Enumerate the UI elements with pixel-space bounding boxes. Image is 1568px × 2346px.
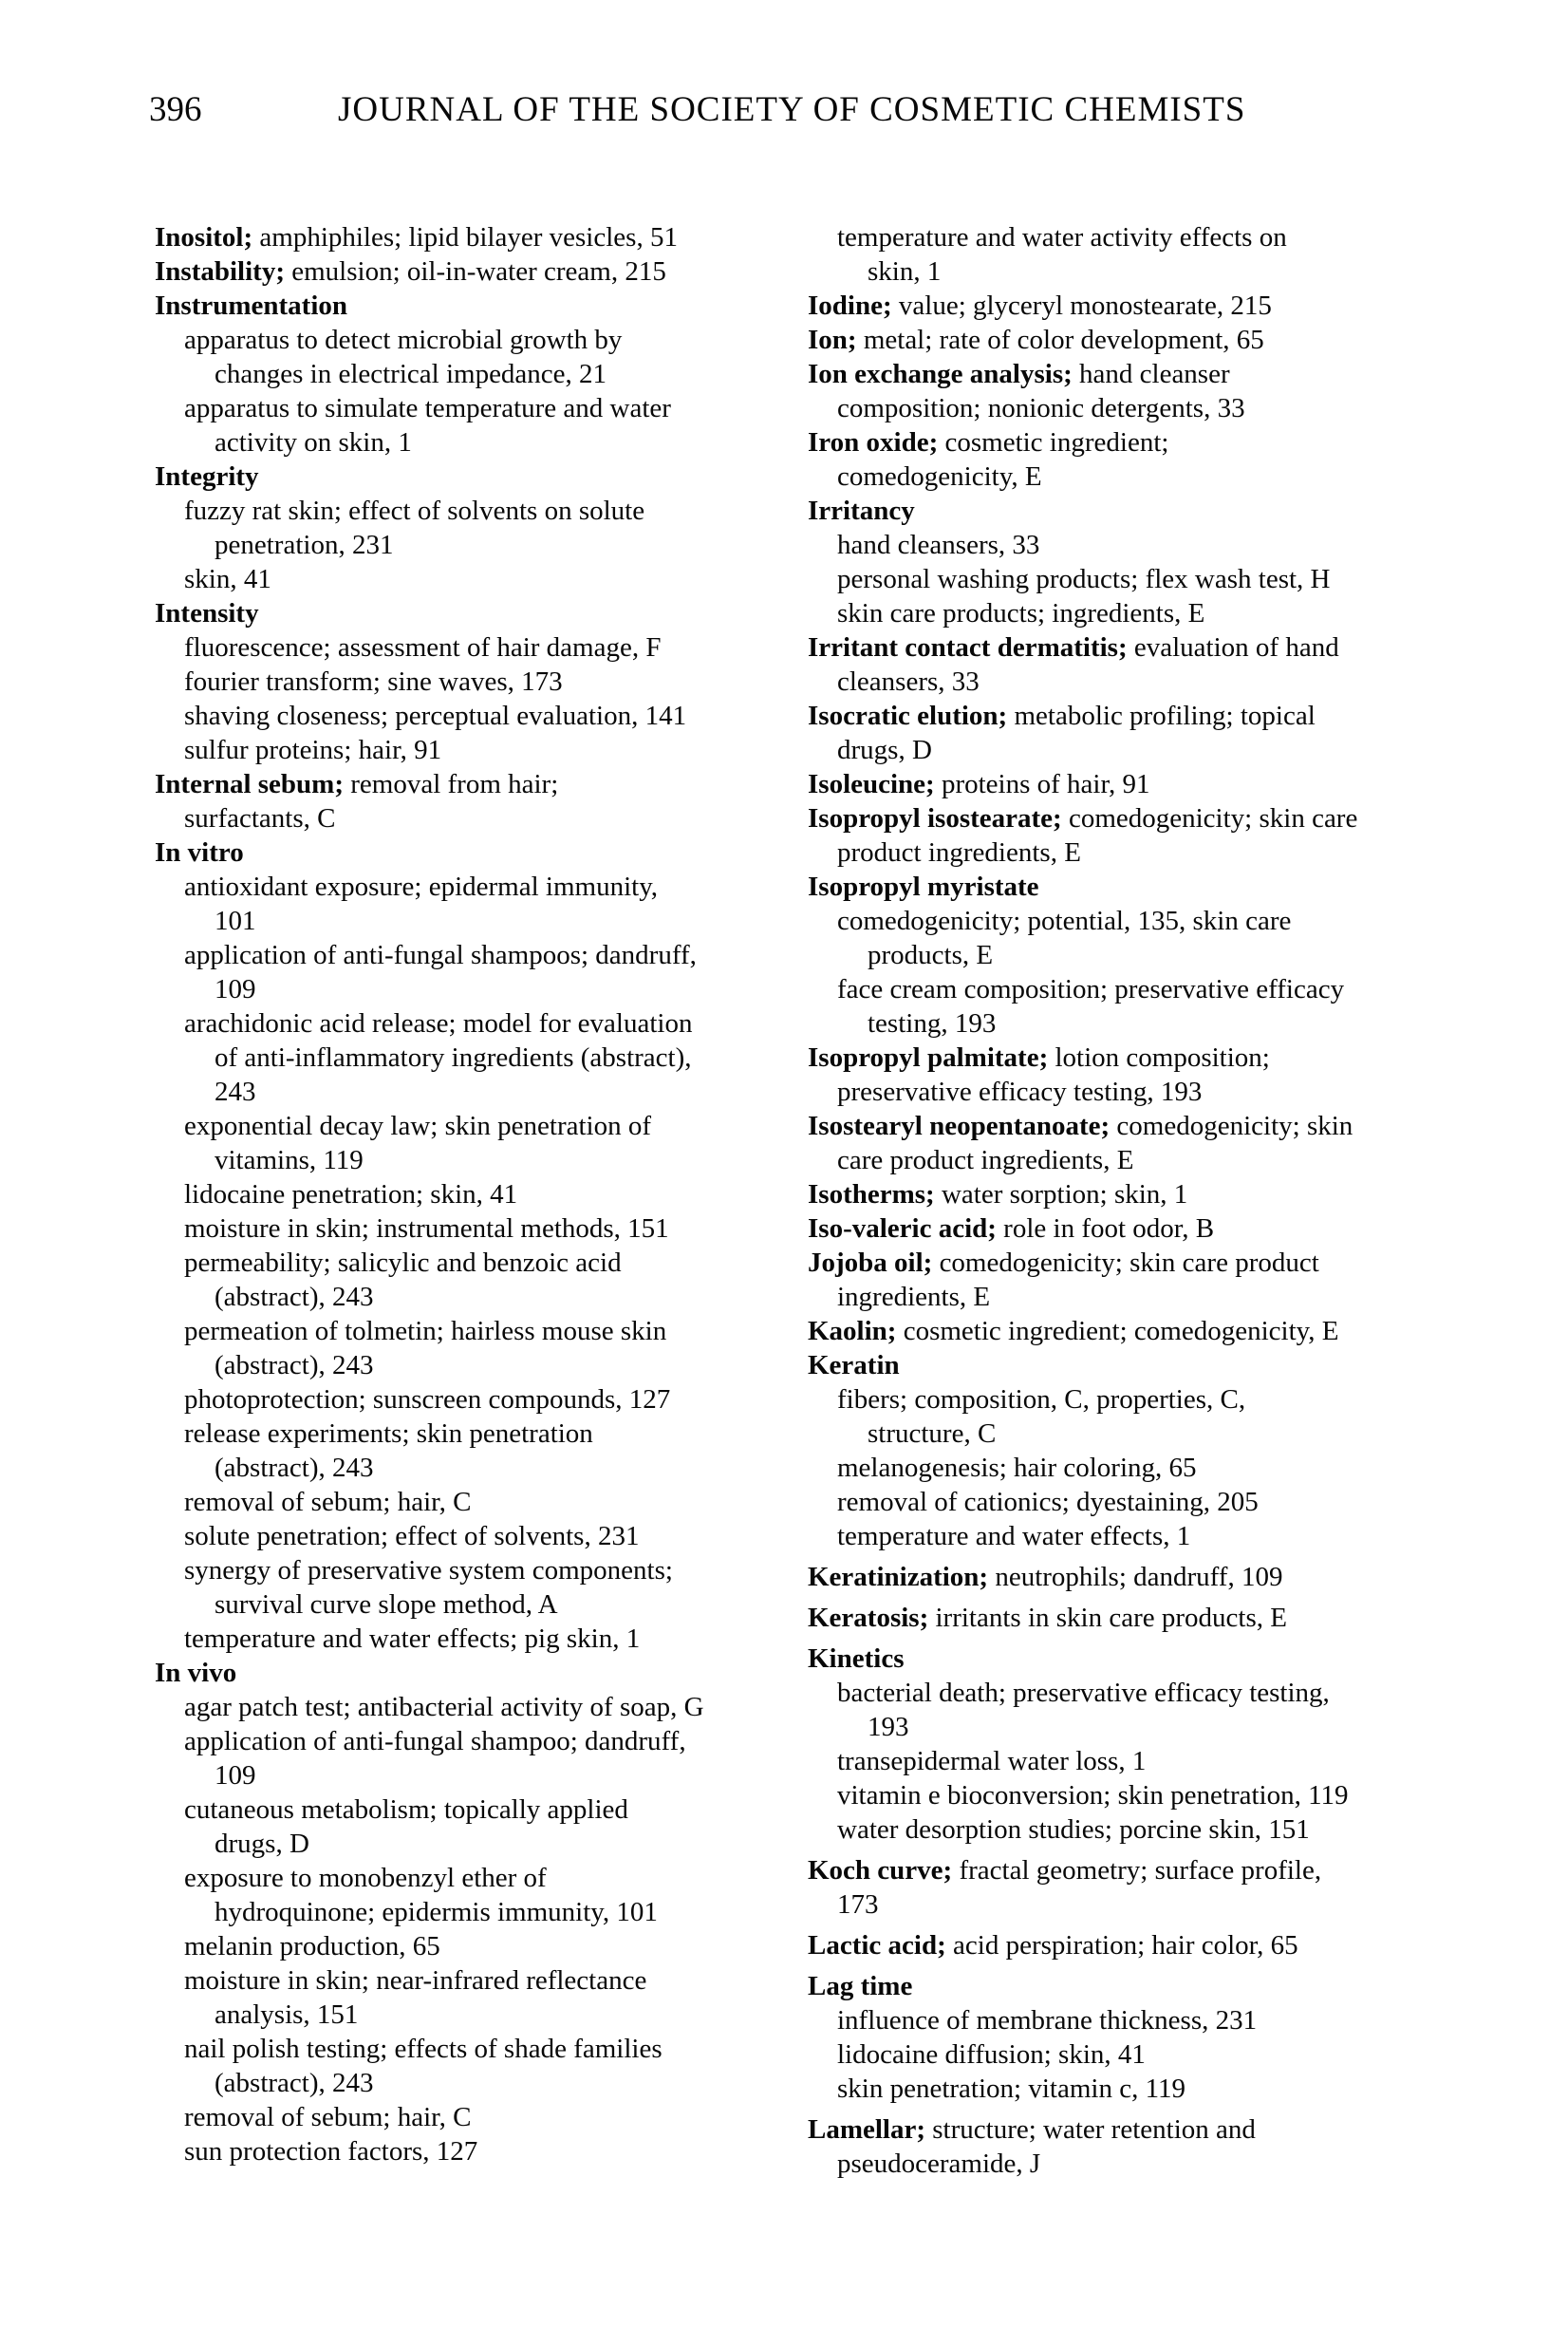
index-line: hand cleansers, 33 (837, 530, 1040, 560)
index-line: testing, 193 (868, 1008, 997, 1039)
index-term: Iron oxide; (808, 427, 939, 458)
index-line: agar patch test; antibacterial activity of soap, G (184, 1692, 704, 1722)
index-line: application of anti-fungal shampoo; dandruff, (184, 1726, 686, 1756)
index-term: Lamellar; (808, 2114, 926, 2145)
index-line: care product ingredients, E (837, 1145, 1134, 1175)
index-term: Isoleucine; (808, 769, 935, 799)
index-line: structure, C (868, 1418, 997, 1449)
index-line: product ingredients, E (837, 837, 1081, 868)
index-line: 243 (215, 1077, 256, 1107)
index-term: Isocratic elution; (808, 701, 1008, 731)
index-term: Isostearyl neopentanoate; (808, 1111, 1111, 1141)
index-term: Inositol; (155, 222, 253, 253)
index-line: products, E (868, 940, 994, 970)
index-term: Instability; (155, 256, 285, 287)
index-line: Iodine; value; glyceryl monostearate, 215 (808, 291, 1272, 321)
index-column-right (808, 220, 1439, 2181)
index-line: vitamins, 119 (215, 1145, 364, 1175)
index-line: fuzzy rat skin; effect of solvents on solute (184, 496, 645, 526)
index-line (808, 494, 1439, 528)
index-line: moisture in skin; instrumental methods, 151 (184, 1213, 669, 1244)
index-line: lidocaine diffusion; skin, 41 (837, 2039, 1146, 2070)
index-line (808, 1969, 1439, 2003)
index-line: arachidonic acid release; model for evaluation (184, 1008, 693, 1039)
index-line: (abstract), 243 (215, 1453, 374, 1483)
index-line: skin penetration; vitamin c, 119 (837, 2074, 1185, 2104)
index-line: (abstract), 243 (215, 1350, 374, 1380)
index-term: Kinetics (808, 1643, 905, 1674)
index-line (155, 289, 814, 323)
index-line: (abstract), 243 (215, 2068, 374, 2098)
index-line: permeation of tolmetin; hairless mouse skin (184, 1316, 667, 1346)
index-line: Iso-valeric acid; role in foot odor, B (808, 1213, 1215, 1244)
index-line: shaving closeness; perceptual evaluation, 141 (184, 701, 687, 731)
index-line: 173 (837, 1889, 879, 1920)
index-line: skin care products; ingredients, E (837, 598, 1205, 629)
index-line: Irritant contact dermatitis; evaluation of hand (808, 632, 1339, 663)
index-line: comedogenicity; potential, 135, skin care (837, 906, 1292, 936)
index-line: fibers; composition, C, properties, C, (837, 1384, 1246, 1415)
index-line: composition; nonionic detergents, 33 (837, 393, 1245, 423)
index-line: Ion; metal; rate of color development, 65 (808, 325, 1264, 355)
index-term: Irritancy (808, 496, 915, 526)
index-term: Koch curve; (808, 1855, 953, 1886)
journal-title: JOURNAL OF THE SOCIETY OF COSMETIC CHEMISTS (338, 90, 1246, 129)
index-line: skin, 41 (184, 564, 271, 594)
index-line: moisture in skin; near-infrared reflectance (184, 1965, 647, 1996)
index-line: Koch curve; fractal geometry; surface profile, (808, 1855, 1322, 1886)
index-line: skin, 1 (868, 256, 942, 287)
index-line: Ion exchange analysis; hand cleanser (808, 359, 1230, 389)
index-line: Inositol; amphiphiles; lipid bilayer vesicles, 51 (155, 222, 678, 253)
index-line: drugs, D (215, 1829, 309, 1859)
index-line: solute penetration; effect of solvents, 231 (184, 1521, 640, 1551)
index-line: release experiments; skin penetration (184, 1418, 593, 1449)
index-line: hydroquinone; epidermis immunity, 101 (215, 1897, 658, 1927)
index-line: melanin production, 65 (184, 1931, 440, 1961)
index-term: Keratinization; (808, 1562, 989, 1592)
index-line: Isopropyl isostearate; comedogenicity; skin care (808, 803, 1358, 834)
index-line (155, 1656, 814, 1690)
index-line: melanogenesis; hair coloring, 65 (837, 1453, 1197, 1483)
index-line: 193 (868, 1712, 909, 1742)
index-line: Lamellar; structure; water retention and (808, 2114, 1256, 2145)
index-term: Lag time (808, 1971, 913, 2001)
index-term: Isotherms; (808, 1179, 935, 1210)
index-term: Irritant contact dermatitis; (808, 632, 1128, 663)
index-line: synergy of preservative system components; (184, 1555, 673, 1586)
index-term: In vivo (155, 1658, 237, 1688)
index-line: nail polish testing; effects of shade families (184, 2034, 663, 2064)
index-line: comedogenicity, E (837, 461, 1042, 492)
index-line: analysis, 151 (215, 1999, 359, 2030)
index-term: Intensity (155, 598, 259, 629)
index-term: Instrumentation (155, 291, 348, 321)
index-line: transepidermal water loss, 1 (837, 1746, 1147, 1776)
index-line: bacterial death; preservative efficacy testing, (837, 1678, 1330, 1708)
index-line: Isocratic elution; metabolic profiling; topical (808, 701, 1316, 731)
index-line: permeability; salicylic and benzoic acid (184, 1248, 622, 1278)
index-line: drugs, D (837, 735, 932, 765)
index-line: Lactic acid; acid perspiration; hair color, 65 (808, 1930, 1298, 1961)
index-line: pseudoceramide, J (837, 2149, 1041, 2179)
index-line: exposure to monobenzyl ether of (184, 1863, 547, 1893)
index-line: penetration, 231 (215, 530, 394, 560)
index-line: temperature and water effects; pig skin, 1 (184, 1623, 641, 1654)
index-term: Iodine; (808, 291, 892, 321)
index-line: apparatus to simulate temperature and water (184, 393, 671, 423)
index-line: preservative efficacy testing, 193 (837, 1077, 1203, 1107)
index-line: 109 (215, 1760, 256, 1791)
index-column-left (155, 220, 814, 2168)
index-line: Isoleucine; proteins of hair, 91 (808, 769, 1150, 799)
index-line: sun protection factors, 127 (184, 2136, 478, 2167)
index-term: Internal sebum; (155, 769, 344, 799)
index-line: Isopropyl palmitate; lotion composition; (808, 1042, 1270, 1073)
index-line: exponential decay law; skin penetration of (184, 1111, 652, 1141)
index-line: apparatus to detect microbial growth by (184, 325, 623, 355)
index-line: Kaolin; cosmetic ingredient; comedogenicity, E (808, 1316, 1339, 1346)
index-line: Jojoba oil; comedogenicity; skin care product (808, 1248, 1319, 1278)
index-line (808, 1348, 1439, 1382)
index-term: Isopropyl palmitate; (808, 1042, 1049, 1073)
index-line: Keratinization; neutrophils; dandruff, 109 (808, 1562, 1283, 1592)
index-line: face cream composition; preservative efficacy (837, 974, 1345, 1004)
index-line: photoprotection; sunscreen compounds, 127 (184, 1384, 671, 1415)
index-line: Keratosis; irritants in skin care products, E (808, 1603, 1287, 1633)
index-line: changes in electrical impedance, 21 (215, 359, 607, 389)
index-line: sulfur proteins; hair, 91 (184, 735, 442, 765)
index-line: Internal sebum; removal from hair; (155, 769, 559, 799)
index-line: surfactants, C (184, 803, 336, 834)
index-line: Isostearyl neopentanoate; comedogenicity; skin (808, 1111, 1353, 1141)
index-line: Instability; emulsion; oil-in-water cream, 215 (155, 256, 666, 287)
index-line: influence of membrane thickness, 231 (837, 2005, 1258, 2036)
index-line (155, 835, 814, 870)
index-line: personal washing products; flex wash test, H (837, 564, 1331, 594)
index-term: Kaolin; (808, 1316, 897, 1346)
index-line: fourier transform; sine waves, 173 (184, 666, 563, 697)
index-term: Jojoba oil; (808, 1248, 933, 1278)
page-number: 396 (149, 90, 202, 129)
index-line: antioxidant exposure; epidermal immunity, (184, 872, 659, 902)
index-line: activity on skin, 1 (215, 427, 412, 458)
index-line: 109 (215, 974, 256, 1004)
index-line: ingredients, E (837, 1282, 991, 1312)
index-line (808, 1642, 1439, 1676)
index-term: Isopropyl isostearate; (808, 803, 1062, 834)
index-line (808, 870, 1439, 904)
index-line: of anti-inflammatory ingredients (abstract), (215, 1042, 692, 1073)
index-line (155, 596, 814, 630)
index-line: removal of sebum; hair, C (184, 2102, 472, 2132)
index-line: Iron oxide; cosmetic ingredient; (808, 427, 1169, 458)
index-line: Isotherms; water sorption; skin, 1 (808, 1179, 1188, 1210)
index-line: survival curve slope method, A (215, 1589, 558, 1620)
index-line: application of anti-fungal shampoos; dandruff, (184, 940, 697, 970)
index-line: water desorption studies; porcine skin, 151 (837, 1814, 1310, 1845)
index-line: vitamin e bioconversion; skin penetration, 119 (837, 1780, 1349, 1811)
index-line: cleansers, 33 (837, 666, 980, 697)
index-term: In vitro (155, 837, 244, 868)
index-term: Ion; (808, 325, 857, 355)
index-line: cutaneous metabolism; topically applied (184, 1794, 628, 1825)
index-term: Keratin (808, 1350, 900, 1380)
index-term: Ion exchange analysis; (808, 359, 1073, 389)
index-line: removal of sebum; hair, C (184, 1487, 472, 1517)
index-term: Keratosis; (808, 1603, 929, 1633)
index-term: Lactic acid; (808, 1930, 946, 1961)
index-term: Integrity (155, 461, 259, 492)
index-term: Isopropyl myristate (808, 872, 1039, 902)
index-line: temperature and water effects, 1 (837, 1521, 1191, 1551)
index-term: Iso-valeric acid; (808, 1213, 997, 1244)
index-line: removal of cationics; dyestaining, 205 (837, 1487, 1259, 1517)
index-line: temperature and water activity effects on (837, 222, 1287, 253)
index-line: fluorescence; assessment of hair damage, F (184, 632, 662, 663)
index-line: (abstract), 243 (215, 1282, 374, 1312)
index-line: lidocaine penetration; skin, 41 (184, 1179, 518, 1210)
index-line (155, 460, 814, 494)
index-line: 101 (215, 906, 256, 936)
